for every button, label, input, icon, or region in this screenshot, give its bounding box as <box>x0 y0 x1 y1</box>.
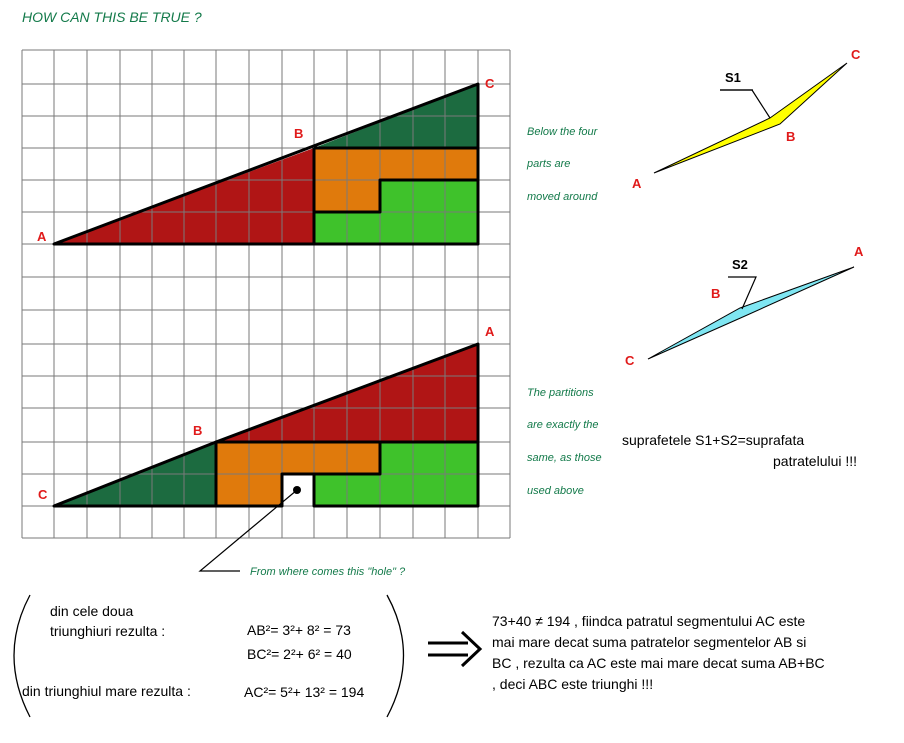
eq-intro-line1: din cele doua <box>50 603 134 619</box>
s1-label: S1 <box>725 70 741 85</box>
page-title: HOW CAN THIS BE TRUE ? <box>22 9 202 25</box>
s1-label-c: C <box>851 47 861 62</box>
bottom-label-a: A <box>485 324 495 339</box>
ab-equation: AB²= 3²+ 8² = 73 <box>247 622 351 638</box>
s1-label-a: A <box>632 176 642 191</box>
top-label-a: A <box>37 229 47 244</box>
note2-line4: used above <box>527 485 584 497</box>
conclusion-line1: 73+40 ≠ 194 , fiindca patratul segmentului AC este <box>492 613 806 629</box>
note2-line2: are exactly the <box>527 419 599 431</box>
hole-question: From where comes this "hole" ? <box>250 566 406 578</box>
conclusion-line3: BC , rezulta ca AC este mai mare decat suma AB+BC <box>492 655 825 671</box>
conclusion-line2: mai mare decat suma patratelor segmentelor AB si <box>492 634 807 650</box>
bottom-label-c: C <box>38 487 48 502</box>
eq-intro-line2: triunghiuri rezulta : <box>50 623 166 639</box>
surface-sum-line1: suprafetele S1+S2=suprafata <box>622 432 805 448</box>
note2-line1: The partitions <box>527 387 594 399</box>
implies-arrow-icon <box>428 632 480 666</box>
note1-line1: Below the four <box>527 126 598 138</box>
note1-line2: parts are <box>527 158 571 170</box>
note1-line3: moved around <box>527 191 598 203</box>
s2-label-b: B <box>711 286 721 301</box>
top-label-b: B <box>294 126 304 141</box>
top-label-c: C <box>485 76 495 91</box>
s1-pointer <box>720 90 770 118</box>
note2-line3: same, as those <box>527 452 602 464</box>
s2-sliver <box>648 267 854 359</box>
ac-equation: AC²= 5²+ 13² = 194 <box>244 684 365 700</box>
s2-label-a: A <box>854 244 864 259</box>
s2-label-c: C <box>625 353 635 368</box>
big-triangle-intro: din triunghiul mare rezulta : <box>22 683 191 699</box>
right-parenthesis <box>387 595 404 717</box>
conclusion-line4: , deci ABC este triunghi !!! <box>492 676 654 692</box>
surface-sum-line2: patratelului !!! <box>773 453 858 469</box>
s1-label-b: B <box>786 129 796 144</box>
s1-sliver <box>654 63 847 173</box>
s2-label: S2 <box>732 257 748 272</box>
bc-equation: BC²= 2²+ 6² = 40 <box>247 646 352 662</box>
bottom-label-b: B <box>193 423 203 438</box>
